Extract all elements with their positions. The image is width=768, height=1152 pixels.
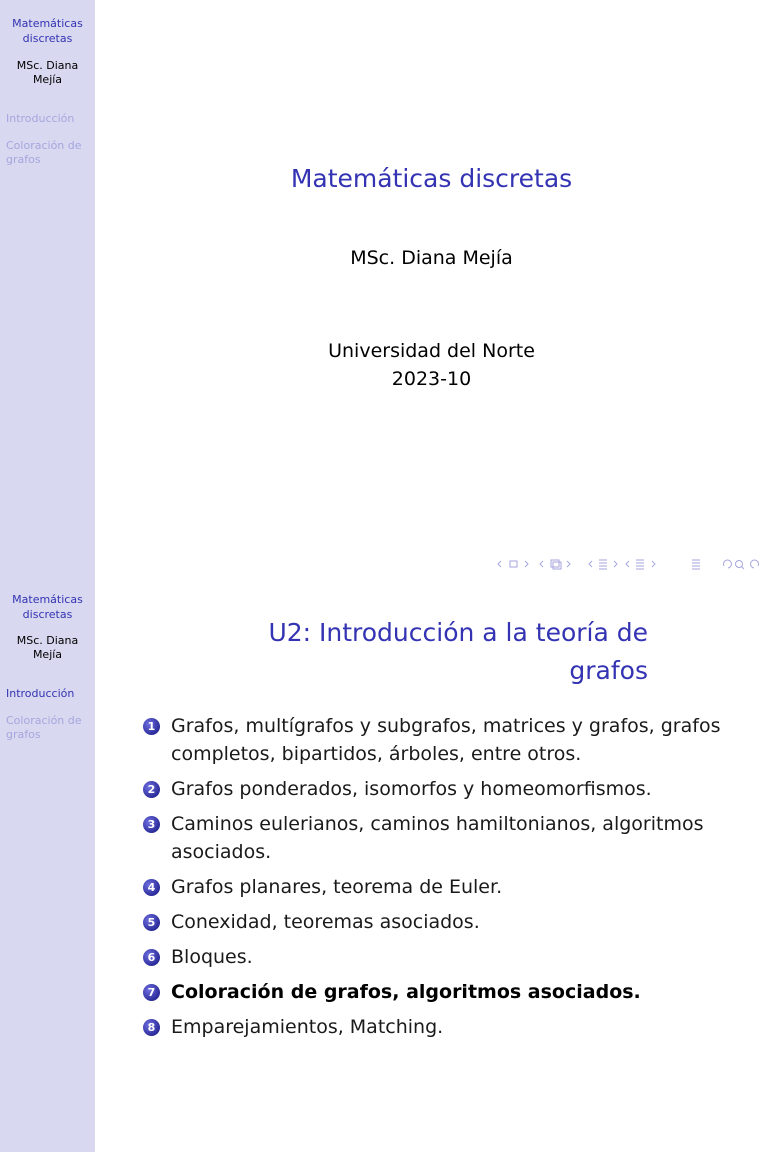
list-item	[143, 943, 743, 971]
presentation-institute: Universidad del Norte	[328, 340, 535, 362]
presentation-author: MSc. Diana Mejía	[350, 247, 513, 269]
nav-left-arrow	[540, 561, 543, 567]
list-number-ball: 1	[143, 718, 160, 735]
list-number-ball: 2	[143, 781, 160, 798]
sidebar-author-line1: MSc. Diana	[16, 634, 79, 647]
list-item	[143, 908, 743, 936]
sidebar-author-line1: MSc. Diana	[16, 59, 79, 72]
list-item	[143, 873, 743, 901]
list-number-ball: 6	[143, 949, 160, 966]
list-item-line1: Conexidad, teoremas asociados.	[171, 911, 480, 933]
list-item-highlighted	[143, 978, 743, 1006]
nav-left-arrow	[626, 561, 629, 567]
list-number-ball: 7	[143, 984, 160, 1001]
topic-list	[143, 712, 743, 1048]
list-number-ball: 5	[143, 914, 160, 931]
list-item-line1: Coloración de grafos, algoritmos asociados.	[171, 981, 641, 1003]
sidebar-title-line2[interactable]: discretas	[22, 608, 73, 621]
presentation-title: Matemáticas discretas	[290, 164, 573, 193]
nav-frame-icon	[510, 561, 517, 567]
nav-search-icon	[736, 561, 743, 568]
list-item-line1: Emparejamientos, Matching.	[171, 1016, 444, 1038]
sidebar	[0, 576, 95, 1152]
list-item-line1: Caminos eulerianos, caminos hamiltonianos, algoritmos	[171, 813, 704, 835]
list-item-line2: asociados.	[171, 841, 272, 863]
navigation-bar	[496, 557, 766, 571]
nav-section-icon	[599, 560, 607, 569]
nav-right-arrow	[652, 561, 655, 567]
sidebar-author-line2: Mejía	[32, 73, 63, 86]
list-number-ball: 8	[143, 1019, 160, 1036]
nav-undo-icon	[723, 560, 731, 568]
frame-title-line1: U2: Introducción a la teoría de	[268, 618, 648, 647]
nav-subsection-icon	[551, 560, 559, 567]
list-item-line1: Grafos, multígrafos y subgrafos, matrices y grafos, grafos	[171, 715, 721, 737]
list-item-line1: Grafos ponderados, isomorfos y homeomorfismos.	[171, 778, 652, 800]
sidebar	[0, 0, 95, 576]
sidebar-item-introduccion[interactable]: Introducción	[6, 687, 75, 700]
list-item-line1: Grafos planares, teorema de Euler.	[171, 876, 503, 898]
nav-right-arrow	[567, 561, 570, 567]
nav-align-icon	[692, 560, 700, 569]
list-item-line2: completos, bipartidos, árboles, entre otros.	[171, 743, 582, 765]
nav-redo-icon	[751, 560, 759, 568]
frame-title-line2: grafos	[569, 656, 648, 685]
presentation-date: 2023-10	[391, 368, 472, 390]
sidebar-item-coloracion[interactable]: Coloración de grafos	[6, 139, 82, 166]
content-slide	[0, 576, 768, 1152]
nav-section-icon	[636, 560, 644, 569]
frame-title	[268, 614, 648, 690]
list-item	[143, 775, 743, 803]
nav-left-arrow	[589, 561, 592, 567]
sidebar-title-line2[interactable]: discretas	[22, 32, 73, 45]
list-item	[143, 810, 743, 866]
sidebar-title-line1[interactable]: Matemáticas	[12, 593, 83, 606]
sidebar-author-line2: Mejía	[32, 648, 63, 661]
list-item	[143, 712, 743, 768]
list-item-line1: Bloques.	[171, 946, 253, 968]
sidebar-item-introduccion[interactable]: Introducción	[6, 112, 75, 125]
list-number-ball: 4	[143, 879, 160, 896]
nav-left-arrow	[498, 561, 501, 567]
nav-right-arrow	[614, 561, 617, 567]
list-number-ball: 3	[143, 816, 160, 833]
sidebar-item-coloracion[interactable]: Coloración de grafos	[6, 714, 82, 741]
sidebar-title-line1[interactable]: Matemáticas	[12, 17, 83, 30]
nav-right-arrow	[525, 561, 528, 567]
list-item	[143, 1013, 743, 1041]
